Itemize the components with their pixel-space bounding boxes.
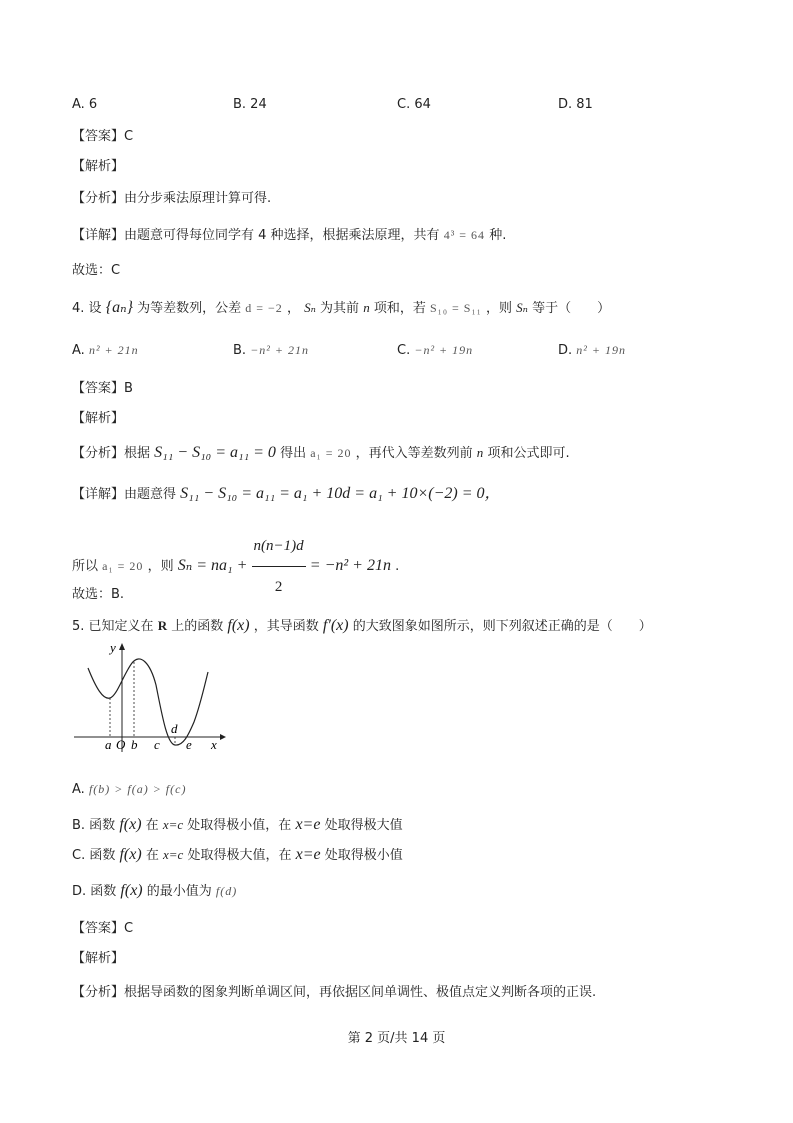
q4-fenxi-n: n <box>476 445 484 460</box>
q5-answer: 【答案】C <box>72 921 134 936</box>
q4-option-d-label: D. <box>558 343 573 358</box>
q4-option-d-expr: n² + 19n <box>576 343 626 357</box>
q4-option-c-label: C. <box>397 343 411 358</box>
q3-answer: 【答案】C <box>72 129 134 144</box>
label-b: b <box>131 737 138 752</box>
q4-option-b <box>233 341 309 360</box>
q3-choice: 故选：C <box>72 263 121 278</box>
label-e: e <box>186 737 192 752</box>
q3-jiexi: 【解析】 <box>72 159 125 174</box>
q4-jiexi: 【解析】 <box>72 411 125 426</box>
q4-suoyi-frac-num: n(n−1)d <box>252 526 306 567</box>
q5-t3: 的大致图象如图所示，则下列叙述正确的是（ ） <box>352 619 652 634</box>
q5-option-d-t1: 的最小值为 <box>146 884 212 899</box>
q4-option-a <box>72 341 139 360</box>
q4-suoyi-pre: 所以 <box>72 559 99 574</box>
q4-sn2: Sₙ <box>516 300 528 315</box>
derivative-curve <box>88 659 208 745</box>
q5-option-c-f: f(x) <box>119 846 142 863</box>
q4-t2: ， <box>286 301 300 316</box>
q5-pre: 5. 已知定义在 <box>72 619 154 634</box>
q3-option-d: D. 81 <box>558 97 593 112</box>
q5-option-b-x2: x=e <box>295 816 321 833</box>
derivative-graph <box>70 640 230 755</box>
q3-xiangjie-expr: 4³ = 64 <box>443 228 486 242</box>
label-O: O <box>116 737 126 752</box>
q4-xiangjie-pre: 【详解】由题意得 <box>72 487 177 502</box>
q3-fenxi: 【分析】由分步乘法原理计算可得. <box>72 191 272 206</box>
label-d: d <box>171 721 178 736</box>
q5-option-c-t2: 处取得极大值，在 <box>187 848 292 863</box>
q5-option-a-label: A. <box>72 782 85 797</box>
q4-t6: 等于（ ） <box>532 301 611 316</box>
q4-fenxi-t1: 得出 <box>280 446 307 461</box>
q4-option-a-expr: n² + 21n <box>88 343 139 357</box>
q5-option-a-expr: f(b) > f(a) > f(c) <box>88 782 187 796</box>
q4-fenxi-t2: ，再代入等差数列前 <box>355 446 473 461</box>
q4-option-b-expr: −n² + 21n <box>250 343 309 357</box>
q5-option-c-label: C. 函数 <box>72 848 116 863</box>
q5-option-b-label: B. 函数 <box>72 818 116 833</box>
q5-option-d-f: f(x) <box>120 882 143 899</box>
q4-t1: 为等差数列，公差 <box>137 301 242 316</box>
q5-option-c-t1: 在 <box>145 848 159 863</box>
q4-n: n <box>363 300 370 315</box>
q5-fenxi: 【分析】根据导函数的图象判断单调区间，再依据区间单调性、极值点定义判断各项的正误. <box>72 985 597 1000</box>
q4-xiangjie-expr: S₁₁ − S₁₀ = a₁₁ = a₁ + 10d = a₁ + 10×(−2) = 0， <box>180 485 501 502</box>
q5-option-b-f: f(x) <box>119 816 142 833</box>
q4-suoyi-lhs: Sₙ = na₁ + <box>177 557 248 574</box>
q4-suoyi-rhs: = −n² + 21n <box>309 557 391 574</box>
q4-t5: ，则 <box>485 301 512 316</box>
q3-option-c: C. 64 <box>397 97 431 112</box>
q4-suoyi-end: . <box>395 559 400 574</box>
q4-fenxi-a1: a₁ = 20 <box>310 446 352 460</box>
q5-jiexi: 【解析】 <box>72 951 125 966</box>
q4-answer: 【答案】B <box>72 381 133 396</box>
q5-option-b <box>72 816 403 835</box>
q4-fenxi-pre: 【分析】根据 <box>72 446 151 461</box>
q5-option-b-t3: 处取得极大值 <box>324 818 403 833</box>
page-footer: 第 2 页/共 14 页 <box>347 1031 446 1046</box>
q4-cond: S₁₀ = S₁₁ <box>429 301 482 315</box>
q3-option-b: B. 24 <box>233 97 267 112</box>
q5-option-a <box>72 780 186 799</box>
q3-xiangjie <box>72 226 506 245</box>
q4-option-a-label: A. <box>72 343 85 358</box>
q4-suoyi-t1: ，则 <box>147 559 174 574</box>
q5-t1: 上的函数 <box>171 619 224 634</box>
q5-option-d-label: D. 函数 <box>72 884 117 899</box>
q5-option-c <box>72 846 403 865</box>
q4-option-b-label: B. <box>233 343 247 358</box>
q5-option-b-t2: 处取得极小值，在 <box>187 818 292 833</box>
q4-d: d = −2 <box>245 301 283 315</box>
x-axis-arrow <box>220 734 226 740</box>
q4-option-c-expr: −n² + 19n <box>414 343 474 357</box>
q4-sn: Sₙ <box>304 300 316 315</box>
q5-option-d-val: f(d) <box>215 884 238 898</box>
q4-xiangjie <box>72 485 501 504</box>
q5-fp: f′(x) <box>322 617 349 634</box>
q4-stem <box>72 299 610 318</box>
q4-fenxi-expr: S₁₁ − S₁₀ = a₁₁ = 0 <box>154 444 276 461</box>
q5-f: f(x) <box>227 617 250 634</box>
y-axis-arrow <box>119 643 125 650</box>
q5-option-c-x1: x=c <box>162 847 184 862</box>
q5-stem <box>72 617 652 636</box>
q3-option-a: A. 6 <box>72 97 98 112</box>
q5-R: R <box>157 618 168 633</box>
q4-seq: {aₙ} <box>105 299 133 316</box>
q4-t4: 项和，若 <box>373 301 426 316</box>
q4-suoyi-fraction <box>252 526 306 607</box>
q5-option-d <box>72 882 237 901</box>
label-a: a <box>105 737 112 752</box>
q5-option-c-x2: x=e <box>295 846 321 863</box>
q5-option-b-x1: x=c <box>162 817 184 832</box>
q4-fenxi-t3: 项和公式即可. <box>487 446 570 461</box>
q4-option-c <box>397 341 473 360</box>
q4-suoyi-frac-den: 2 <box>274 579 283 595</box>
q4-suoyi-a1: a₁ = 20 <box>102 559 144 573</box>
q5-option-b-t1: 在 <box>145 818 159 833</box>
q5-option-c-t3: 处取得极小值 <box>324 848 403 863</box>
q3-xiangjie-end: 种. <box>489 228 507 243</box>
q3-xiangjie-text: 【详解】由题意可得每位同学有 4 种选择，根据乘法原理，共有 <box>72 228 440 243</box>
label-y: y <box>110 640 116 655</box>
label-c: c <box>154 737 160 752</box>
q5-t2: ，其导函数 <box>253 619 319 634</box>
q4-num: 4. 设 <box>72 301 102 316</box>
q4-choice: 故选：B. <box>72 587 125 602</box>
q4-t3: 为其前 <box>320 301 360 316</box>
q4-fenxi <box>72 444 570 463</box>
q4-option-d <box>558 341 626 360</box>
label-x: x <box>211 737 217 752</box>
